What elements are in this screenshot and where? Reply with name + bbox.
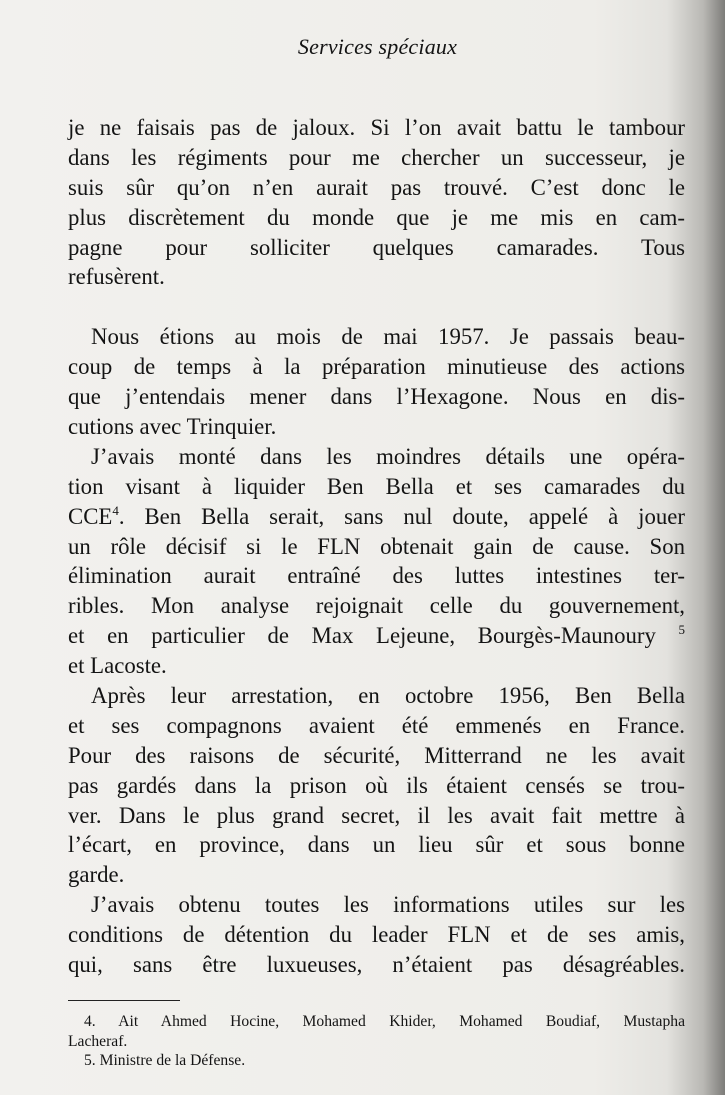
- text-line: J’avais monté dans les moindres détails une opéra-: [91, 443, 685, 469]
- text-line: J’avais obtenu toutes les informations utiles sur les: [91, 892, 685, 918]
- text-line: conditions de détention du leader FLN et de ses amis,: [68, 922, 685, 948]
- text-line: ribles. Mon analyse rejoignait celle du gouvernement,: [68, 593, 685, 619]
- section-break: [68, 292, 685, 322]
- text-line: refusèrent.: [68, 264, 165, 290]
- text-fragment: CCE: [68, 503, 113, 529]
- footnote-text: Ait Ahmed Hocine, Mohamed Khider, Mohamed Boudiaf, Mustapha: [118, 1013, 685, 1030]
- text-line: ver. Dans le plus grand secret, il les avait fait mettre à: [68, 802, 685, 828]
- footnote-4-continued: Lacheraf.: [68, 1032, 128, 1050]
- body-text: [68, 113, 685, 980]
- text-fragment: . Ben Bella serait, sans nul doute, appelé à jouer: [118, 503, 685, 529]
- footnote-5: [68, 1051, 685, 1071]
- footnote-rule: [68, 1000, 180, 1001]
- text-line: cutions avec Trinquier.: [68, 414, 277, 440]
- running-head: Services spéciaux: [297, 34, 458, 59]
- text-line: Pour des raisons de sécurité, Mitterrand ne les avait: [68, 742, 685, 768]
- text-line: qui, sans être luxueuses, n’étaient pas désagréables.: [68, 952, 685, 978]
- footnote-ref: 5: [678, 622, 685, 638]
- text-line: et Lacoste.: [68, 653, 167, 679]
- footnote-ref: 4: [112, 502, 119, 518]
- text-line: un rôle décisif si le FLN obtenait gain de cause. Son: [68, 533, 685, 559]
- text-line: je ne faisais pas de jaloux. Si l’on avait battu le tambour: [68, 115, 685, 140]
- footnote-4: [68, 1012, 685, 1032]
- footnote-number: 4.: [84, 1013, 96, 1030]
- footnote-number: 5.: [84, 1052, 96, 1069]
- text-line: que j’entendais mener dans l’Hexagone. Nous en dis-: [68, 384, 685, 410]
- text-fragment: et en particulier de Max Lejeune, Bourgès-Maunoury: [68, 623, 656, 649]
- text-line: et ses compagnons avaient été emmenés en France.: [68, 712, 685, 738]
- text-line: suis sûr qu’on n’en aurait pas trouvé. C’est donc le: [68, 174, 685, 200]
- text-line: Nous étions au mois de mai 1957. Je passais beau-: [91, 324, 685, 350]
- text-line: élimination aurait entraîné des luttes intestines ter-: [68, 563, 685, 589]
- text-line: [68, 502, 685, 532]
- footnote-text: Ministre de la Défense.: [99, 1052, 246, 1069]
- text-line: plus discrètement du monde que je me mis en cam-: [68, 204, 685, 230]
- text-line: pas gardés dans la prison où ils étaient censés se trou-: [68, 772, 685, 798]
- text-line: tion visant à liquider Ben Bella et ses camarades du: [68, 473, 685, 499]
- text-line: coup de temps à la préparation minutieuse des actions: [68, 354, 685, 380]
- text-line: garde.: [68, 862, 125, 888]
- text-line: pagne pour solliciter quelques camarades. Tous: [68, 234, 685, 260]
- text-line: Après leur arrestation, en octobre 1956, Ben Bella: [91, 683, 685, 709]
- text-line: l’écart, en province, dans un lieu sûr et sous bonne: [68, 832, 685, 858]
- footnotes: [68, 1012, 685, 1071]
- text-line: [68, 621, 685, 651]
- text-line: dans les régiments pour me chercher un successeur, je: [68, 144, 685, 170]
